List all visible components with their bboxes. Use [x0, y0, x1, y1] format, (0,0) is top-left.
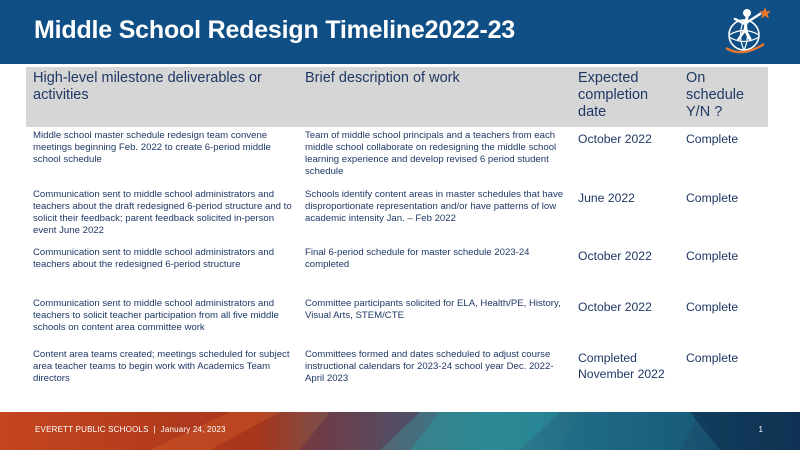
header-completion-date: Expected completion date: [571, 67, 679, 127]
footer-band: [0, 412, 800, 450]
table-row: [26, 295, 768, 346]
status-cell: Complete: [686, 132, 739, 146]
milestone-cell: Communication sent to middle school administrators and teachers about the draft redesigned 6-period structure and to solicit their feedback; parent feedback solicited in-person event June 2022: [33, 189, 292, 236]
status-cell: Complete: [686, 249, 739, 263]
footer-date: January 24, 2023: [160, 425, 226, 434]
milestone-table: [26, 67, 768, 406]
completion-date-cell: October 2022: [578, 300, 652, 314]
page-number: 1: [758, 425, 763, 434]
description-cell: Final 6-period schedule for master schedule 2023-24 completed: [305, 247, 530, 270]
completion-date-cell: October 2022: [578, 249, 652, 263]
status-cell: Complete: [686, 351, 739, 365]
completion-date-cell: October 2022: [578, 132, 652, 146]
footer-organization: EVERETT PUBLIC SCHOOLS: [35, 425, 149, 434]
description-cell: Committees formed and dates scheduled to adjust course instructional calendars for 2023-24 school year Dec. 2022- April 2023: [305, 349, 554, 384]
header-milestone: High-level milestone deliverables or activities: [26, 67, 298, 127]
milestone-cell: Communication sent to middle school administrators and teachers to solicit teacher participation from all five middle schools on content area committee work: [33, 298, 279, 333]
header-on-schedule: On schedule Y/N ?: [679, 67, 768, 127]
table-row: [26, 244, 768, 295]
table-header-row: [26, 67, 768, 127]
header-description: Brief description of work: [298, 67, 571, 127]
milestone-cell: Communication sent to middle school administrators and teachers about the redesigned 6-period structure: [33, 247, 275, 270]
footer-text: [35, 425, 226, 434]
table-row: [26, 346, 768, 406]
milestone-cell: Middle school master schedule redesign team convene meetings beginning Feb. 2022 to create 6-period middle school schedule: [33, 130, 271, 165]
table-row: [26, 186, 768, 244]
description-cell: Team of middle school principals and a teachers from each middle school collaborate on redesigning the middle school learning experience and develop revised 6 period student schedule: [305, 130, 557, 177]
status-cell: Complete: [686, 300, 739, 314]
table-row: [26, 127, 768, 186]
footer-separator: |: [153, 425, 156, 434]
completion-date-cell: Completed November 2022: [578, 351, 665, 381]
milestone-cell: Content area teams created; meetings scheduled for subject area teacher teams to begin work with Academics Team directors: [33, 349, 290, 384]
status-cell: Complete: [686, 191, 739, 205]
school-logo-icon: [720, 4, 776, 60]
description-cell: Schools identify content areas in master schedules that have disproportionate representation and/or have patterns of low academic intensity Jan. – Feb 2022: [305, 189, 564, 224]
completion-date-cell: June 2022: [578, 191, 635, 205]
slide-title: Middle School Redesign Timeline2022-23: [34, 16, 515, 44]
description-cell: Committee participants solicited for ELA, Health/PE, History, Visual Arts, STEM/CTE: [305, 298, 561, 321]
title-bar: [0, 0, 800, 64]
